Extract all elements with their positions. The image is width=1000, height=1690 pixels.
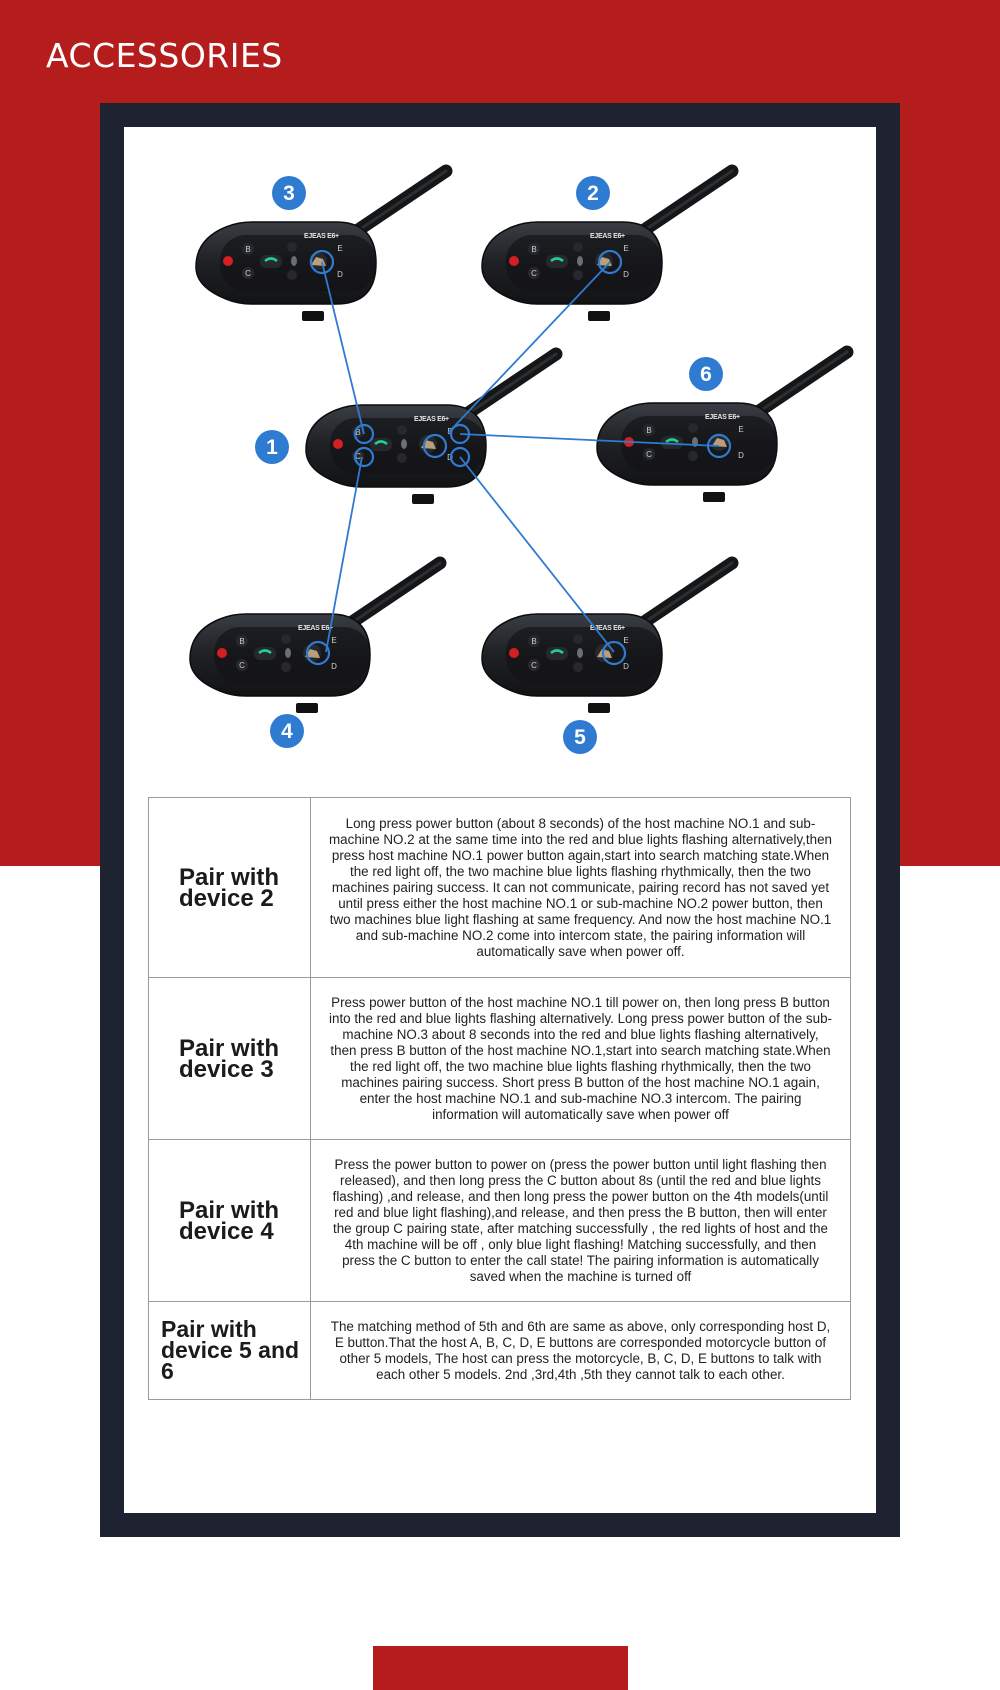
table-row [149, 978, 851, 1140]
pairing-diagram: C D 3 2 6 1 4 5 [124, 127, 876, 767]
badge-3-label: 3 [283, 182, 295, 205]
badge-4 [270, 714, 304, 748]
badge-1 [255, 430, 289, 464]
badge-5 [563, 720, 597, 754]
row-description: Press the power button to power on (press the power button until light flashing then released), and then long press the C button about 8s (until the red and blue lights flashing) ,and release, and then long press the power button on the 4th models(until red and blue light flashing),and release, and then press the B button, then will enter the group C pairing state, after matching successfully , the red lights of host and the 4th machine will be off , only blue light flashing! Matching successfully, and then press the C button to enter the call state! The pairing information is automatically saved when the machine is turned off [311, 1140, 851, 1302]
device-4 [190, 563, 440, 713]
badge-2 [576, 176, 610, 210]
row-description: Press power button of the host machine NO.1 till power on, then long press B button into the red and blue lights flashing alternatively. Long press power button of the sub-machine NO.3 about 8 seconds into the red and blue lights flashing alternatively, then press B button of the host machine NO.1,start into search matching state.When the red light off, the two machine blue lights flashing rhythmically, then the two machines pairing success. Short press B button of the host machine NO.1 again, enter the host machine NO.1 and sub-machine NO.3 intercom. The pairing information will automatically save when power off [311, 978, 851, 1140]
section-title: ACCESSORIES [46, 36, 283, 75]
row-label: Pair with device 5 and 6 [149, 1302, 311, 1400]
device-5 [482, 563, 732, 713]
row-description: Long press power button (about 8 seconds) of the host machine NO.1 and sub-machine NO.2 at the same time into the red and blue lights flashing alternatively,then press host machine NO.1 power button again,start into search matching state.When the red light off, the two machine blue lights flashing rhythmically, then the two machines pairing success. It can not communicate, pairing record has not saved yet until press either the host machine NO.1 or sub-machine NO.2 power button, then two machines blue light flashing at same frequency. And now the host machine NO.1 and sub-machine NO.2 come into intercom state, the pairing information will automatically save when power off. [311, 798, 851, 978]
row-description: The matching method of 5th and 6th are same as above, only corresponding host D, E button.That the host A, B, C, D, E buttons are corresponded motorcycle button of other 5 models, The host can press the motorcycle, B, C, D, E buttons to talk with each other 5 models. 2nd ,3rd,4th ,5th they cannot talk to each other. [311, 1302, 851, 1400]
badge-6 [689, 357, 723, 391]
table-row [149, 1140, 851, 1302]
device-3 [196, 171, 446, 321]
table-row [149, 798, 851, 978]
badge-5-label: 5 [574, 726, 586, 749]
device-1 [306, 354, 556, 504]
badge-1-label: 1 [266, 436, 278, 459]
bottom-accent-bar [373, 1646, 628, 1690]
badge-3 [272, 176, 306, 210]
row-label: Pair with device 3 [149, 978, 311, 1140]
table-row [149, 1302, 851, 1400]
content-panel [124, 127, 876, 1513]
badge-4-label: 4 [281, 720, 293, 743]
pairing-instructions-table [148, 797, 851, 1400]
row-label: Pair with device 2 [149, 798, 311, 978]
badge-2-label: 2 [587, 182, 599, 205]
badge-6-label: 6 [700, 363, 712, 386]
row-label: Pair with device 4 [149, 1140, 311, 1302]
